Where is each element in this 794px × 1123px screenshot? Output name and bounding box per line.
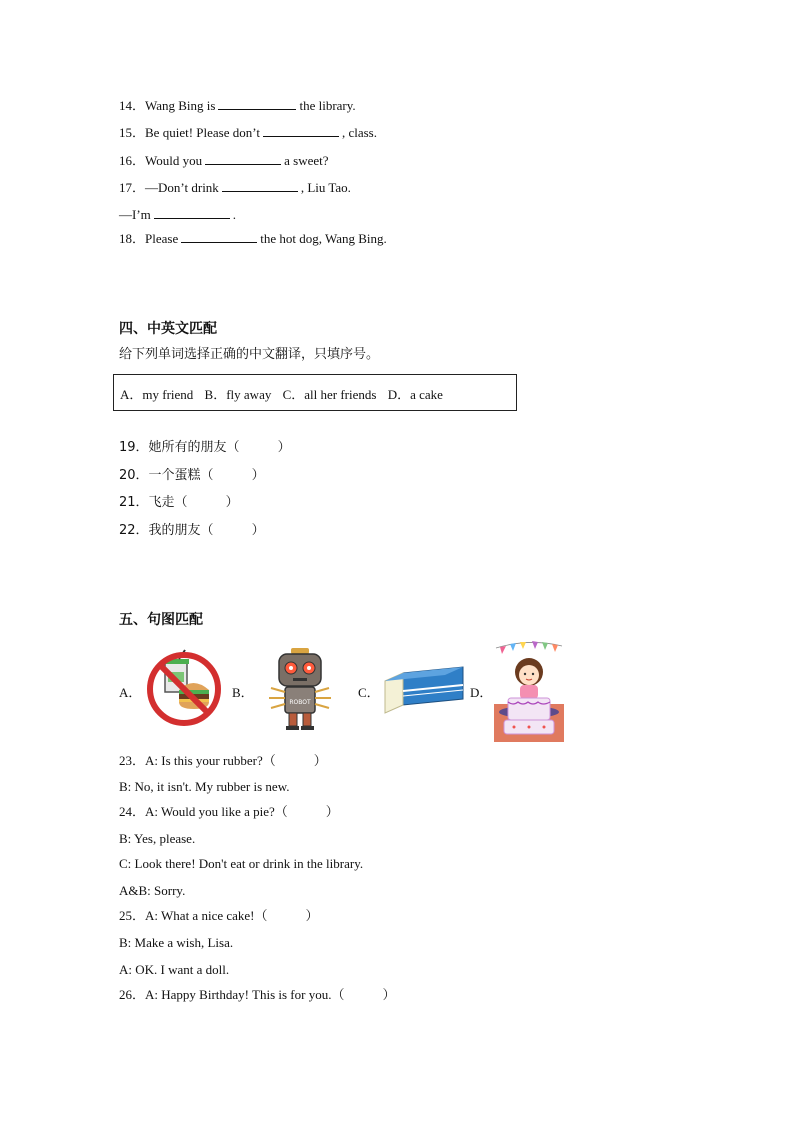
question-number: 26．	[119, 987, 146, 1002]
question-19	[119, 440, 291, 456]
question-14	[119, 97, 356, 114]
line-25-b: B: Make a wish, Lisa.	[119, 935, 234, 950]
line-24-c: C: Look there! Don't eat or drink in the library.	[119, 856, 364, 871]
question-number: 19．	[119, 440, 149, 455]
question-number: 14．	[119, 98, 146, 113]
no-food-drink-icon	[143, 648, 225, 730]
option-a: A．my friend	[120, 387, 194, 402]
answer-blank[interactable]	[181, 230, 257, 243]
question-number: 17．	[119, 180, 146, 195]
line-26-a	[119, 987, 395, 1003]
line-23-b: B: No, it isn't. My rubber is new.	[119, 779, 290, 794]
image-label-c: C．	[358, 685, 380, 700]
question-number: 18．	[119, 231, 146, 246]
answer-blank[interactable]	[263, 124, 339, 137]
rubber-eraser-icon	[381, 665, 465, 717]
question-text: 一个蛋糕（	[148, 468, 214, 483]
question-text-before: Please	[145, 231, 179, 246]
line-24-a	[119, 804, 339, 820]
question-number: 15．	[119, 125, 146, 140]
dialogue-text: A: Is this your rubber?（	[145, 753, 276, 768]
section-5-title: 五、句图匹配	[119, 612, 203, 628]
dialogue-text: A: Happy Birthday! This is for you.（	[145, 987, 345, 1002]
question-text: 她所有的朋友（	[148, 440, 240, 455]
line-24-b: B: Yes, please.	[119, 831, 196, 846]
answer-blank[interactable]	[222, 179, 298, 192]
question-number: 20．	[119, 468, 149, 483]
question-number: 21．	[119, 495, 149, 510]
question-21	[119, 495, 239, 511]
question-15	[119, 124, 377, 141]
question-20	[119, 468, 265, 484]
image-label-d: D．	[470, 685, 493, 700]
question-text-before: Be quiet! Please don’t	[145, 125, 260, 140]
close-paren: ）	[225, 495, 239, 510]
question-text-before: Wang Bing is	[145, 98, 216, 113]
question-text-before: —I’m	[119, 207, 151, 222]
question-text: 我的朋友（	[148, 523, 214, 538]
image-label-b: B．	[232, 685, 254, 700]
question-text-after: the library.	[299, 98, 356, 113]
question-text-before: Would you	[145, 153, 203, 168]
option-b: B．fly away	[204, 387, 272, 402]
line-24-ab: A&B: Sorry.	[119, 883, 186, 898]
image-label-a: A．	[119, 685, 142, 700]
birthday-cake-girl-icon	[494, 636, 564, 742]
line-23-a	[119, 753, 327, 769]
section-4-instruction: 给下列单词选择正确的中文翻译，只填序号。	[119, 347, 380, 362]
options-list	[120, 384, 451, 403]
question-number: 16．	[119, 153, 146, 168]
question-text-before: —Don’t drink	[145, 180, 219, 195]
close-paren: ）	[251, 468, 265, 483]
answer-blank[interactable]	[218, 97, 296, 110]
question-number: 23．	[119, 753, 146, 768]
answer-blank[interactable]	[154, 206, 230, 219]
option-d: D．a cake	[387, 387, 443, 402]
question-text-after: , class.	[341, 125, 377, 140]
close-paren: ）	[277, 440, 291, 455]
robot-icon	[265, 648, 335, 730]
dialogue-text: A: What a nice cake!（	[145, 908, 268, 923]
question-text-after: , Liu Tao.	[300, 180, 351, 195]
question-text-after: the hot dog, Wang Bing.	[260, 231, 387, 246]
question-text-after: a sweet?	[284, 153, 329, 168]
close-paren: ）	[305, 908, 319, 923]
dialogue-text: A: Would you like a pie?（	[145, 804, 288, 819]
question-17-reply	[119, 206, 236, 223]
line-25-a	[119, 908, 319, 924]
section-4-title: 四、中英文匹配	[119, 321, 217, 337]
question-number: 22．	[119, 523, 149, 538]
question-18	[119, 230, 387, 247]
question-number: 24．	[119, 804, 146, 819]
options-box	[113, 374, 517, 411]
question-text-after: .	[232, 207, 237, 222]
question-17	[119, 179, 351, 196]
close-paren: ）	[382, 987, 396, 1002]
close-paren: ）	[313, 753, 327, 768]
question-number: 25．	[119, 908, 146, 923]
line-25-c: A: OK. I want a doll.	[119, 962, 230, 977]
question-text: 飞走（	[148, 495, 188, 510]
close-paren: ）	[251, 523, 265, 538]
question-16	[119, 152, 329, 169]
answer-blank[interactable]	[205, 152, 281, 165]
robot-chest-label: ROBOT	[289, 699, 311, 706]
option-c: C．all her friends	[282, 387, 377, 402]
close-paren: ）	[325, 804, 339, 819]
question-22	[119, 523, 265, 539]
